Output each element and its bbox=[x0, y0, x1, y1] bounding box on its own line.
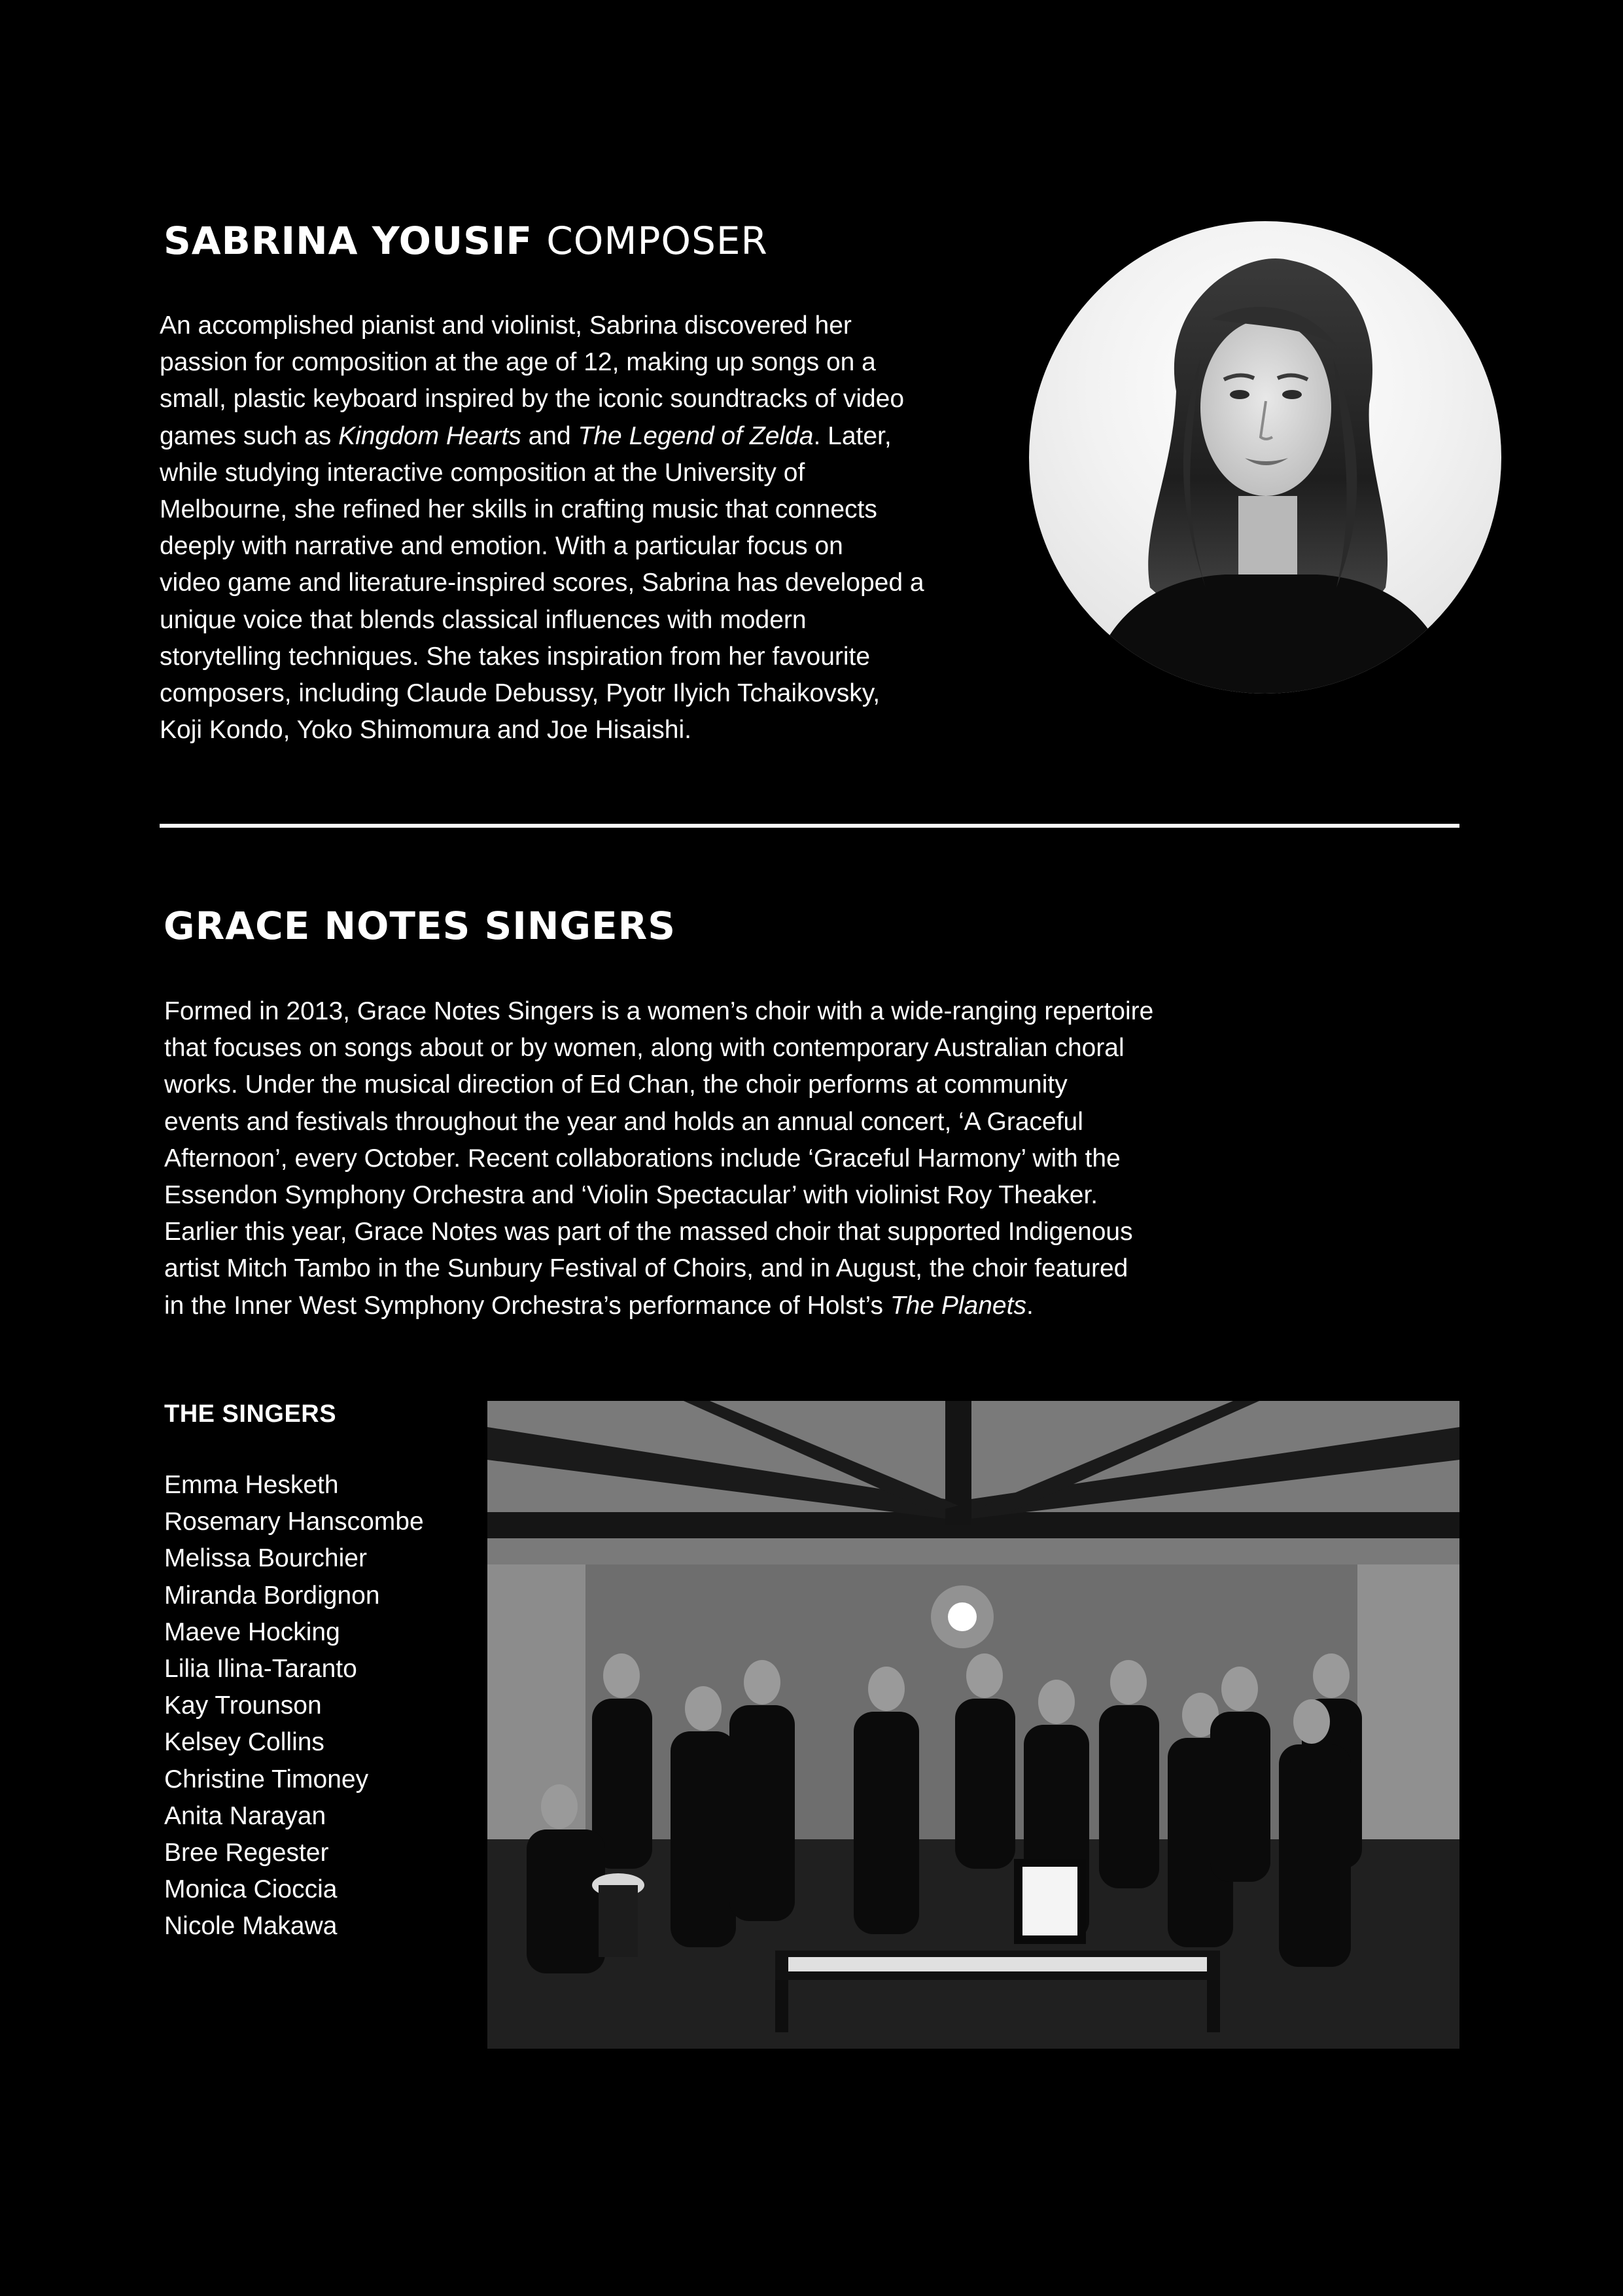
composer-bio bbox=[160, 308, 1030, 749]
choir-bio-line: Essendon Symphony Orchestra and ‘Violin Spectacular’ with violinist Roy Theaker. bbox=[164, 1181, 1098, 1210]
section-divider bbox=[160, 824, 1459, 828]
composer-bio-line: small, plastic keyboard inspired by the iconic soundtracks of video bbox=[160, 385, 905, 414]
choir-heading: GRACE NOTES SINGERS bbox=[164, 904, 676, 948]
italic-title: The Legend of Zelda bbox=[578, 421, 814, 450]
composer-bio-line: An accomplished pianist and violinist, Sabrina discovered her bbox=[160, 311, 852, 340]
choir-bio-line: artist Mitch Tambo in the Sunbury Festival of Choirs, and in August, the choir featured bbox=[164, 1254, 1128, 1283]
singer-name: Bree Regester bbox=[164, 1839, 329, 1867]
composer-bio-line: games such as Kingdom Hearts and The Legend of Zelda. Later, bbox=[160, 421, 892, 450]
singers-title: THE SINGERS bbox=[164, 1400, 337, 1428]
composer-bio-line: while studying interactive composition at the University of bbox=[160, 458, 805, 487]
choir-bio bbox=[164, 993, 1289, 1324]
choir-bio-line: that focuses on songs about or by women, along with contemporary Australian choral bbox=[164, 1034, 1125, 1063]
choir-bio-line: works. Under the musical direction of Ed Chan, the choir performs at community bbox=[164, 1070, 1068, 1099]
singer-name: Kelsey Collins bbox=[164, 1728, 324, 1757]
composer-bio-line: composers, including Claude Debussy, Pyotr Ilyich Tchaikovsky, bbox=[160, 679, 881, 708]
singer-name: Melissa Bourchier bbox=[164, 1544, 367, 1573]
singer-name: Kay Trounson bbox=[164, 1691, 322, 1720]
choir-bio-line: Formed in 2013, Grace Notes Singers is a women’s choir with a wide-ranging repertoire bbox=[164, 997, 1154, 1025]
composer-bio-line: deeply with narrative and emotion. With a particular focus on bbox=[160, 532, 843, 561]
composer-bio-line: storytelling techniques. She takes inspiration from her favourite bbox=[160, 642, 871, 671]
singers-list bbox=[164, 1467, 424, 1945]
singer-name: Anita Narayan bbox=[164, 1801, 326, 1830]
composer-heading bbox=[164, 215, 768, 267]
singer-name: Miranda Bordignon bbox=[164, 1581, 380, 1610]
composer-bio-line: video game and literature-inspired scores, Sabrina has developed a bbox=[160, 569, 924, 597]
composer-portrait bbox=[1029, 221, 1501, 694]
singer-name: Emma Hesketh bbox=[164, 1471, 339, 1499]
composer-bio-line: Melbourne, she refined her skills in crafting music that connects bbox=[160, 495, 877, 524]
singer-name: Lilia Ilina-Taranto bbox=[164, 1655, 357, 1684]
composer-name: SABRINA YOUSIF bbox=[164, 219, 533, 263]
composer-bio-line: passion for composition at the age of 12, making up songs on a bbox=[160, 348, 876, 377]
singer-name: Rosemary Hanscombe bbox=[164, 1508, 424, 1536]
singer-name: Nicole Makawa bbox=[164, 1912, 338, 1941]
choir-bio-line: Afternoon’, every October. Recent collaborations include ‘Graceful Harmony’ with the bbox=[164, 1144, 1121, 1173]
composer-bio-line: unique voice that blends classical influences with modern bbox=[160, 605, 807, 634]
italic-title: The Planets bbox=[890, 1291, 1026, 1320]
choir-bio-line: events and festivals throughout the year and holds an annual concert, ‘A Graceful bbox=[164, 1107, 1083, 1136]
choir-photo-illustration bbox=[487, 1401, 1459, 2049]
choir-photo bbox=[487, 1401, 1459, 2049]
singer-name: Maeve Hocking bbox=[164, 1617, 340, 1646]
composer-bio-line: Koji Kondo, Yoko Shimomura and Joe Hisaishi. bbox=[160, 716, 691, 745]
singer-name: Christine Timoney bbox=[164, 1765, 369, 1793]
choir-bio-line: in the Inner West Symphony Orchestra’s performance of Holst’s The Planets. bbox=[164, 1291, 1034, 1320]
portrait-illustration bbox=[1029, 221, 1501, 694]
composer-role: COMPOSER bbox=[546, 219, 768, 263]
choir-bio-line: Earlier this year, Grace Notes was part of the massed choir that supported Indigenous bbox=[164, 1218, 1133, 1246]
singer-name: Monica Cioccia bbox=[164, 1875, 338, 1904]
italic-title: Kingdom Hearts bbox=[338, 421, 521, 450]
